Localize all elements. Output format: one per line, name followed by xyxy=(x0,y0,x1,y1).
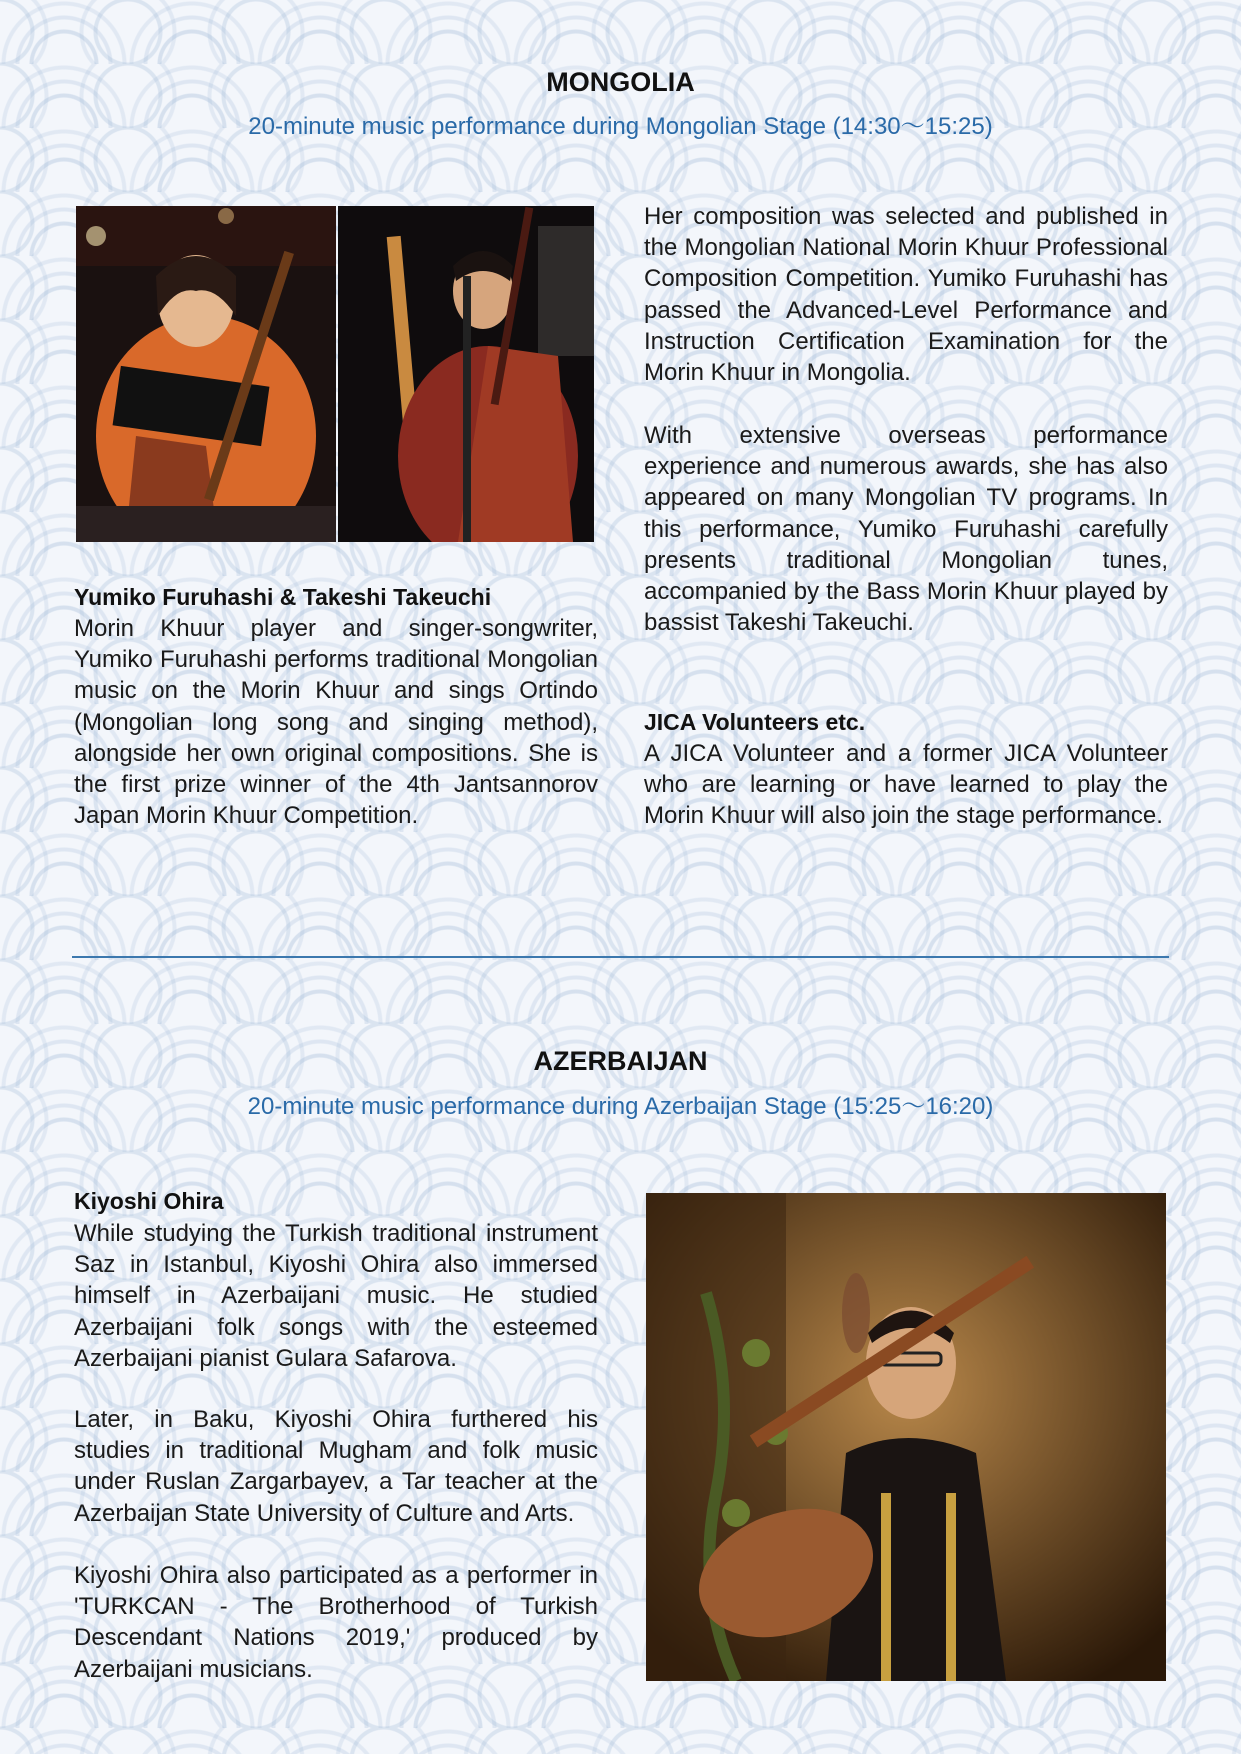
photo-takeshi-takeuchi xyxy=(338,206,594,542)
mongolia-performer-name: Yumiko Furuhashi & Takeshi Takeuchi xyxy=(74,584,492,610)
mongolia-subtitle: 20-minute music performance during Mongolian Stage (14:30～15:25) xyxy=(248,113,993,140)
mongolia-right-paragraph-1: Her composition was selected and published in the Mongolian National Morin Khuur Professional Composition Competition. Yumiko Furuhashi has passed the Advanced-Level Performance and Instruction Certification Examination for the Morin Khuur in Mongolia. xyxy=(644,203,1168,387)
azerbaijan-paragraph-3: Kiyoshi Ohira also participated as a performer in 'TURKCAN - The Brotherhood of Turkish Descendant Nations 2019,' produced by Azerbaijani musicians. xyxy=(74,1562,598,1683)
volunteers-text: A JICA Volunteer and a former JICA Volunteer who are learning or have learned to play the Morin Khuur will also join the stage performance. xyxy=(644,740,1168,830)
azerbaijan-title: AZERBAIJAN xyxy=(533,1046,708,1076)
azerbaijan-paragraph-1: While studying the Turkish traditional instrument Saz in Istanbul, Kiyoshi Ohira also immersed himself in Azerbaijani music. He studied Azerbaijani folk songs with the esteemed Azerbaijani pianist Gulara Safarova. xyxy=(74,1220,598,1372)
azerbaijan-paragraph-2: Later, in Baku, Kiyoshi Ohira furthered his studies in traditional Mugham and folk music under Ruslan Zargarbayev, a Tar teacher at the Azerbaijan State University of Culture and Arts. xyxy=(74,1406,598,1527)
volunteers-name: JICA Volunteers etc. xyxy=(644,709,866,735)
azerbaijan-subtitle: 20-minute music performance during Azerbaijan Stage (15:25～16:20) xyxy=(247,1093,994,1120)
azerbaijan-performer-name: Kiyoshi Ohira xyxy=(74,1188,224,1214)
mongolia-right-paragraph-2: With extensive overseas performance experience and numerous awards, she has also appeared on many Mongolian TV programs. In this performance, Yumiko Furuhashi carefully presents traditional Mongolian tunes, accompanied by the Bass Morin Khuur played by bassist Takeshi Takeuchi. xyxy=(644,422,1168,637)
photo-kiyoshi-ohira xyxy=(646,1193,1166,1681)
mongolia-title: MONGOLIA xyxy=(546,67,695,97)
section-divider xyxy=(72,956,1169,958)
photo-yumiko-furuhashi xyxy=(76,206,336,542)
mongolia-performer-bio: Morin Khuur player and singer-songwriter, Yumiko Furuhashi performs traditional Mongolian music on the Morin Khuur and sings Ortindo (Mongolian long song and singing method), alongside her own original compositions. She is the first prize winner of the 4th Jantsannorov Japan Morin Khuur Competition. xyxy=(74,615,598,830)
